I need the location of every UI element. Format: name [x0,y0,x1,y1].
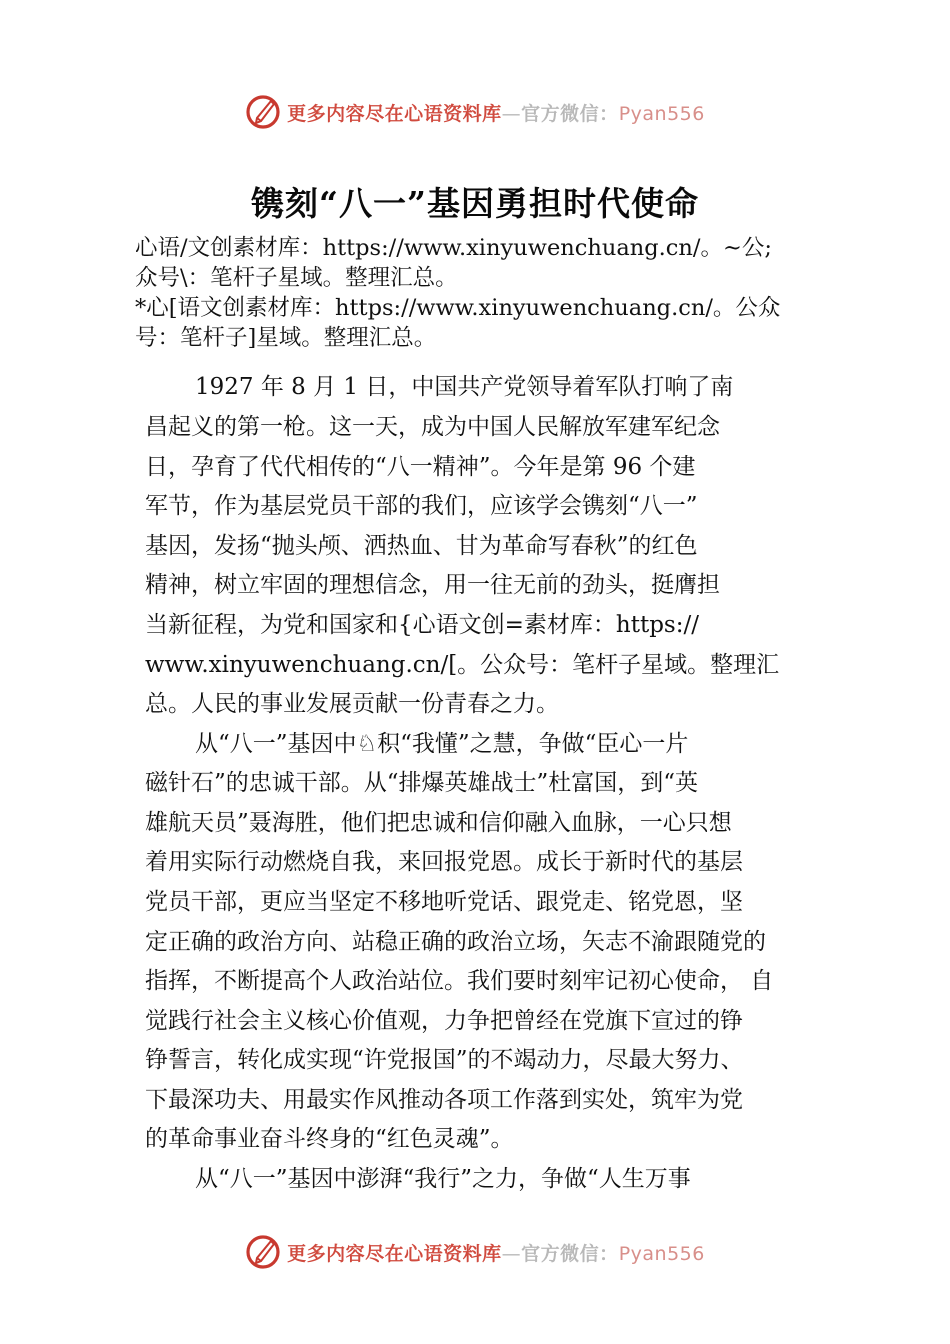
body-line: 指挥，不断提高个人政治站位。我们要时刻牢记初心使命， 自 [145,968,774,994]
body-line: www.xinyuwenchuang.cn/[。公众号：笔杆子星域。整理汇 [145,652,780,678]
body-line: 铮誓言，转化成实现“许党报国”的不竭动力，尽最大努力、 [145,1047,744,1073]
body-line: 从“八一”基因中♘积“我懂”之慧，争做“臣心一片 [195,731,689,757]
body-line: 觉践行社会主义核心价值观，力争把曾经在党旗下宣过的铮 [145,1008,743,1034]
header-wechat-label: 官方微信： [521,102,619,125]
footer-banner [0,1230,950,1274]
body-line: 定正确的政治方向、站稳正确的政治立场，矢志不渝跟随党的 [145,929,766,955]
footer-promo-text: 更多内容尽在心语资料库 [287,1242,502,1265]
body-line: 基因，发扬“抛头颅、洒热血、甘为革命写春秋”的红色 [145,533,698,559]
footer-wechat-id: Pyan556 [618,1242,705,1265]
source-line-2: 众号\：笔杆子星域。整理汇总。 [135,265,458,291]
body-line: 着用实际行动燃烧自我，来回报党恩。成长于新时代的基层 [145,849,743,875]
footer-wechat-label: 官方微信： [521,1242,619,1265]
source-line-3: *心[语文创素材库：https://www.xinyuwenchuang.cn/。公众 [135,295,781,321]
header-banner-text [287,99,705,126]
header-promo-text: 更多内容尽在心语资料库 [287,102,502,125]
body-line: 精神，树立牢固的理想信念，用一往无前的劲头，挺膺担 [145,572,720,598]
header-banner [0,90,950,134]
body-line: 下最深功夫、用最实作风推动各项工作落到实处，筑牢为党 [145,1087,743,1113]
body-line: 总。人民的事业发展贡献一份青春之力。 [145,691,559,717]
document-title: 镌刻“八一”基因勇担时代使命 [251,184,699,223]
header-dash: — [501,102,522,125]
body-line: 昌起义的第一枪。这一天，成为中国人民解放军建军纪念 [145,414,720,440]
body-line: 军节，作为基层党员干部的我们，应该学会镌刻“八一” [145,493,698,519]
body-line: 的革命事业奋斗终身的“红色灵魂”。 [145,1126,514,1152]
source-line-4: 号：笔杆子]星域。整理汇总。 [135,325,437,351]
source-line-1: 心语/文创素材库：https://www.xinyuwenchuang.cn/。~公; [135,235,772,261]
body-line: 从“八一”基因中澎湃“我行”之力，争做“人生万事 [195,1166,691,1192]
footer-banner-text [287,1239,705,1266]
body-line: 日，孕育了代代相传的“八一精神”。今年是第 96 个建 [145,454,696,480]
footer-dash: — [501,1242,522,1265]
quill-logo-icon [245,94,281,130]
body-line: 1927 年 8 月 1 日，中国共产党领导着军队打响了南 [195,374,734,400]
quill-logo-icon [245,1234,281,1270]
body-line: 雄航天员”聂海胜，他们把忠诚和信仰融入血脉，一心只想 [145,810,732,836]
body-line: 党员干部，更应当坚定不移地听党话、跟党走、铭党恩，坚 [145,889,743,915]
header-wechat-id: Pyan556 [618,102,705,125]
body-line: 当新征程，为党和国家和{心语文创=素材库：https:// [145,612,699,638]
body-line: 磁针石”的忠诚干部。从“排爆英雄战士”杜富国，到“英 [145,770,699,796]
